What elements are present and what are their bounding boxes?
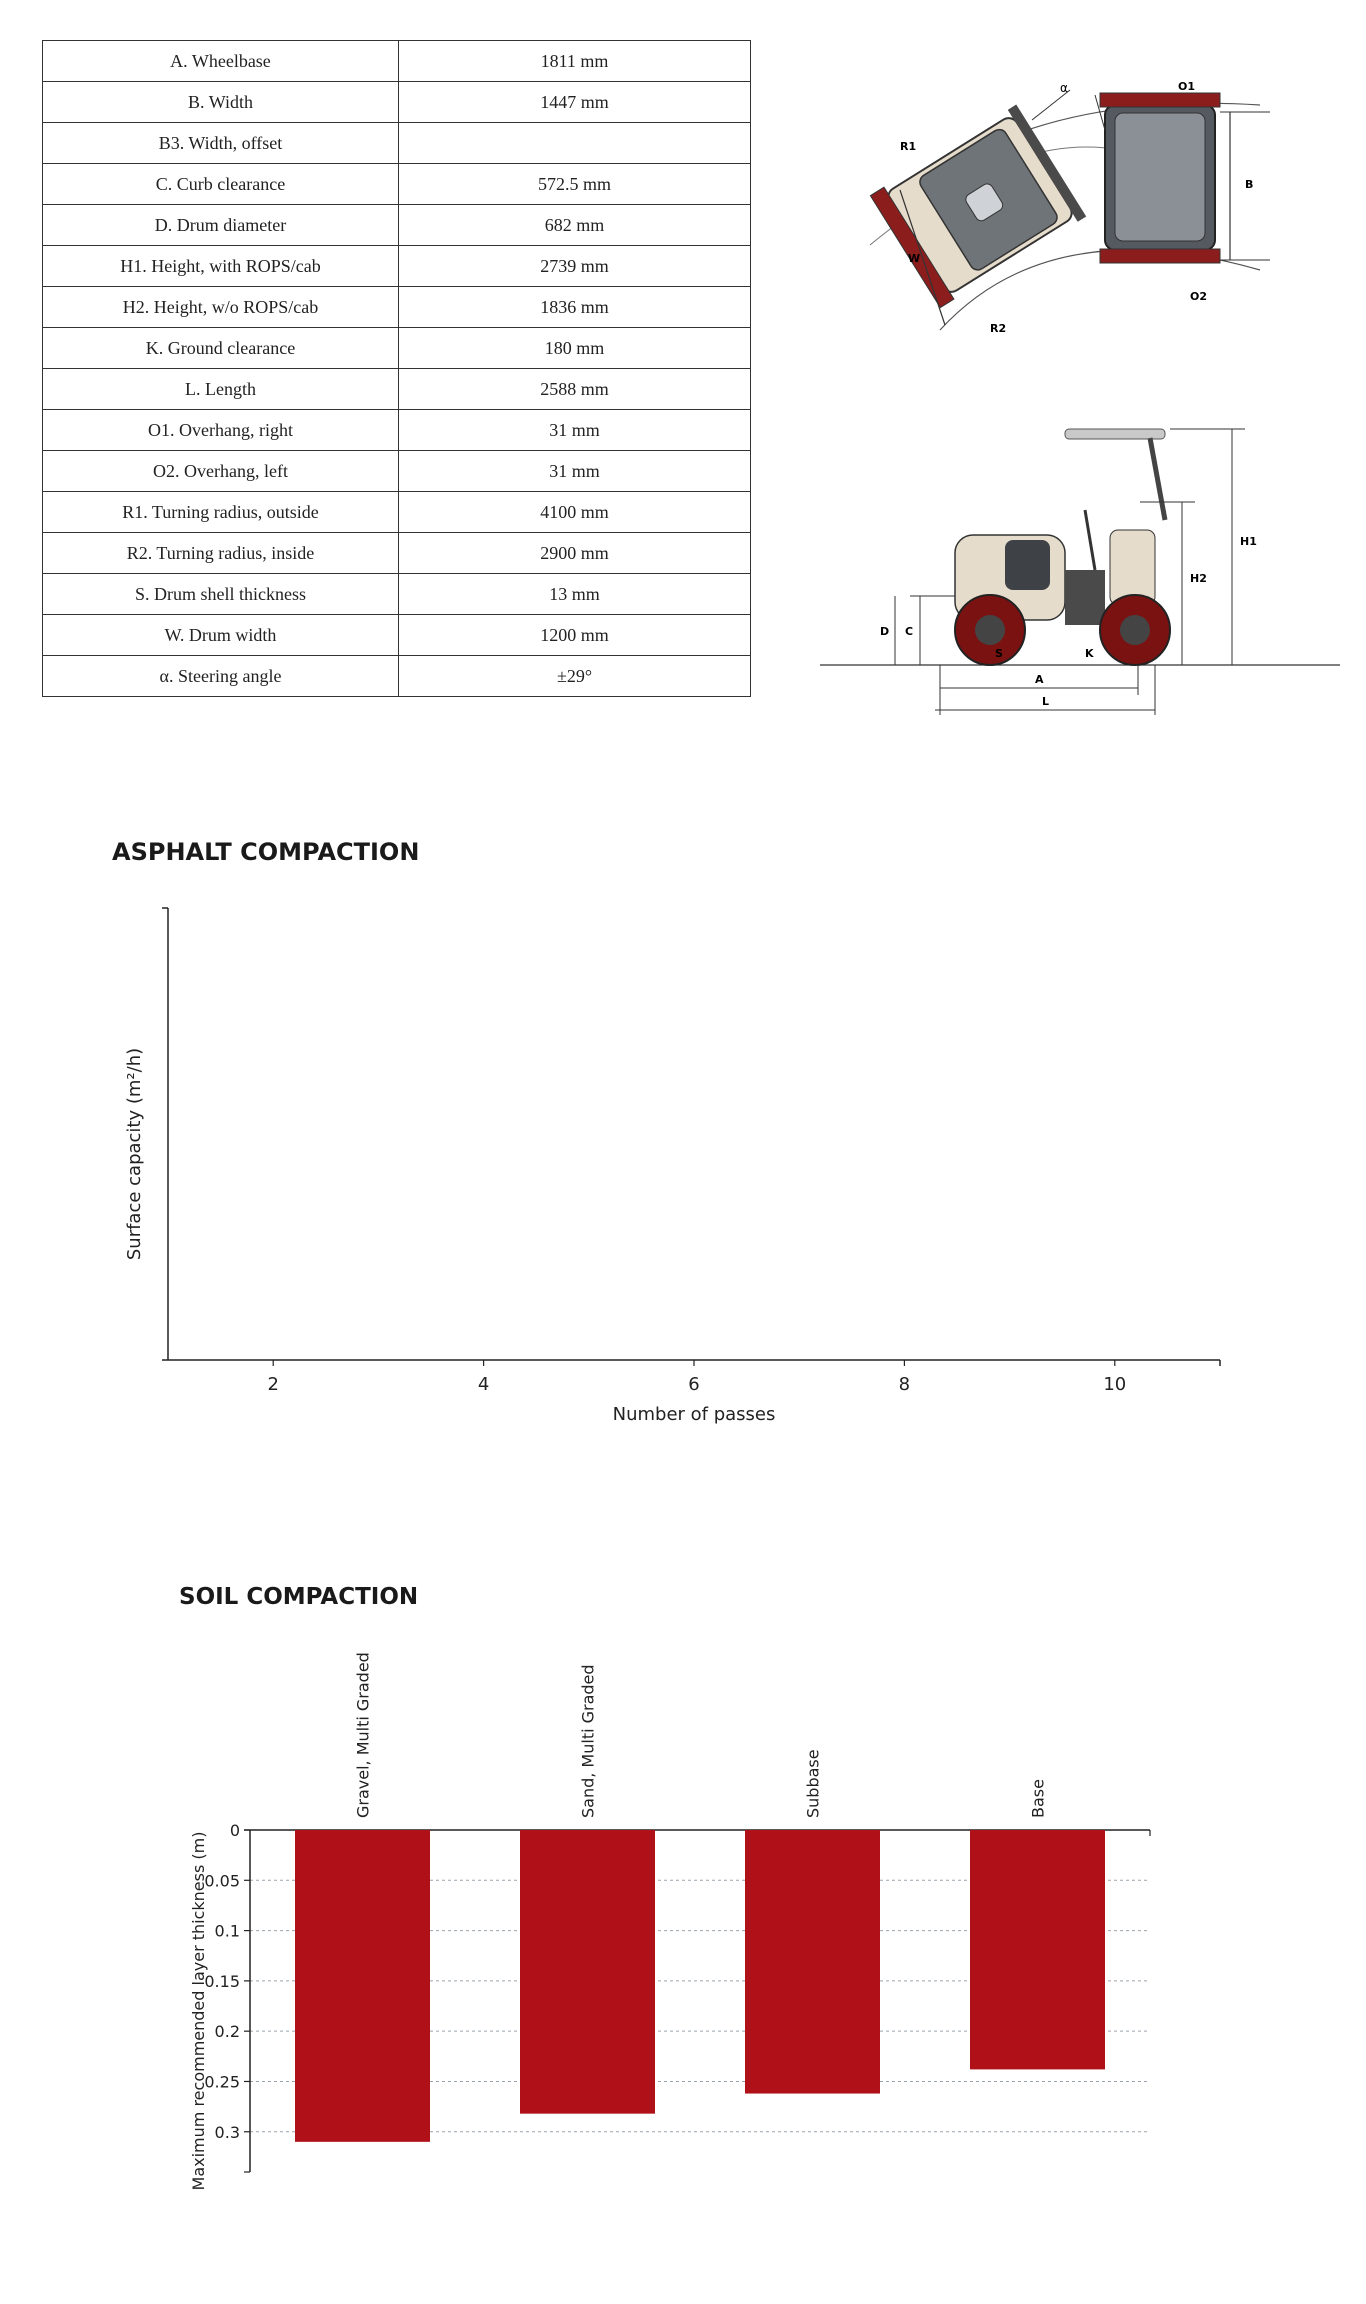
r1-label: R1 bbox=[900, 140, 917, 153]
spec-value: 31 mm bbox=[399, 410, 751, 451]
spec-label: R1. Turning radius, outside bbox=[43, 492, 399, 533]
spec-label: B3. Width, offset bbox=[43, 123, 399, 164]
x-tick-label: 6 bbox=[688, 1374, 700, 1395]
k-label: K bbox=[1085, 647, 1094, 660]
spec-row bbox=[43, 574, 751, 615]
spec-label: A. Wheelbase bbox=[43, 41, 399, 82]
side-view-diagram bbox=[820, 420, 1360, 720]
s-label: S bbox=[995, 647, 1003, 660]
spec-value: 2588 mm bbox=[399, 369, 751, 410]
y-tick-label: 0.25 bbox=[204, 2072, 240, 2092]
spec-value: 1200 mm bbox=[399, 615, 751, 656]
spec-label: B. Width bbox=[43, 82, 399, 123]
h2-label: H2 bbox=[1190, 572, 1207, 585]
spec-row bbox=[43, 615, 751, 656]
l-label: L bbox=[1042, 695, 1050, 708]
y-tick-label: 0.3 bbox=[214, 2122, 240, 2142]
spec-row bbox=[43, 451, 751, 492]
category-label: Gravel, Multi Graded bbox=[353, 1652, 373, 1818]
r2-label: R2 bbox=[990, 322, 1007, 335]
asphalt-title: ASPHALT COMPACTION bbox=[112, 838, 420, 866]
bar bbox=[970, 1830, 1105, 2069]
category-label: Sand, Multi Graded bbox=[578, 1664, 598, 1818]
spec-value: 1811 mm bbox=[399, 41, 751, 82]
x-tick-label: 8 bbox=[898, 1374, 911, 1395]
soil-chart bbox=[150, 1620, 1200, 2200]
bar bbox=[520, 1830, 655, 2114]
b-label: B bbox=[1245, 178, 1254, 191]
y-tick-label: 0.05 bbox=[204, 1871, 240, 1891]
y-axis-label: Surface capacity (m²/h) bbox=[124, 1047, 145, 1261]
spec-value: 13 mm bbox=[399, 574, 751, 615]
bar bbox=[745, 1830, 880, 2094]
spec-row bbox=[43, 82, 751, 123]
x-tick-label: 10 bbox=[1103, 1374, 1127, 1395]
spec-label: H1. Height, with ROPS/cab bbox=[43, 246, 399, 287]
spec-label: S. Drum shell thickness bbox=[43, 574, 399, 615]
y-tick-label: 0.2 bbox=[214, 2022, 240, 2042]
spec-row bbox=[43, 164, 751, 205]
spec-value: 1836 mm bbox=[399, 287, 751, 328]
spec-row bbox=[43, 41, 751, 82]
d-label: D bbox=[880, 625, 890, 638]
spec-row bbox=[43, 205, 751, 246]
spec-row bbox=[43, 656, 751, 697]
spec-value bbox=[399, 123, 751, 164]
spec-row bbox=[43, 533, 751, 574]
spec-value: 2739 mm bbox=[399, 246, 751, 287]
a-label: A bbox=[1035, 673, 1044, 686]
spec-label: O2. Overhang, left bbox=[43, 451, 399, 492]
spec-value: 31 mm bbox=[399, 451, 751, 492]
spec-label: O1. Overhang, right bbox=[43, 410, 399, 451]
y-tick-label: 0.15 bbox=[204, 1971, 240, 1991]
y-tick-label: 0.1 bbox=[214, 1921, 240, 1941]
spec-label: W. Drum width bbox=[43, 615, 399, 656]
x-axis-label: Number of passes bbox=[612, 1404, 776, 1425]
spec-label: C. Curb clearance bbox=[43, 164, 399, 205]
asphalt-chart bbox=[100, 890, 1260, 1450]
spec-row bbox=[43, 246, 751, 287]
spec-label: L. Length bbox=[43, 369, 399, 410]
h1-label: H1 bbox=[1240, 535, 1257, 548]
category-label: Subbase bbox=[803, 1749, 823, 1818]
spec-value: 2900 mm bbox=[399, 533, 751, 574]
spec-label: R2. Turning radius, inside bbox=[43, 533, 399, 574]
spec-value: 682 mm bbox=[399, 205, 751, 246]
spec-row bbox=[43, 287, 751, 328]
x-tick-label: 2 bbox=[267, 1374, 279, 1395]
x-tick-label: 4 bbox=[477, 1374, 490, 1395]
spec-value: 180 mm bbox=[399, 328, 751, 369]
y-axis-label: Maximum recommended layer thickness (m) bbox=[189, 1831, 208, 2191]
spec-value: 4100 mm bbox=[399, 492, 751, 533]
c-label: C bbox=[905, 625, 914, 638]
o2-label: O2 bbox=[1190, 290, 1208, 303]
spec-value: 572.5 mm bbox=[399, 164, 751, 205]
alpha-label: α bbox=[1060, 81, 1068, 95]
spec-row bbox=[43, 369, 751, 410]
spec-row bbox=[43, 328, 751, 369]
spec-row bbox=[43, 123, 751, 164]
y-tick-label: 0 bbox=[229, 1821, 240, 1840]
spec-table-body bbox=[43, 41, 751, 697]
w-label: W bbox=[908, 252, 921, 265]
spec-table bbox=[42, 40, 751, 697]
o1-label: O1 bbox=[1178, 80, 1196, 93]
soil-title: SOIL COMPACTION bbox=[179, 1584, 419, 1610]
category-label: Base bbox=[1028, 1779, 1048, 1818]
spec-row bbox=[43, 492, 751, 533]
spec-label: H2. Height, w/o ROPS/cab bbox=[43, 287, 399, 328]
spec-row bbox=[43, 410, 751, 451]
top-view-diagram bbox=[860, 70, 1280, 350]
spec-label: K. Ground clearance bbox=[43, 328, 399, 369]
spec-value: 1447 mm bbox=[399, 82, 751, 123]
bar bbox=[295, 1830, 430, 2142]
spec-label: D. Drum diameter bbox=[43, 205, 399, 246]
spec-label: α. Steering angle bbox=[43, 656, 399, 697]
spec-value: ±29° bbox=[399, 656, 751, 697]
